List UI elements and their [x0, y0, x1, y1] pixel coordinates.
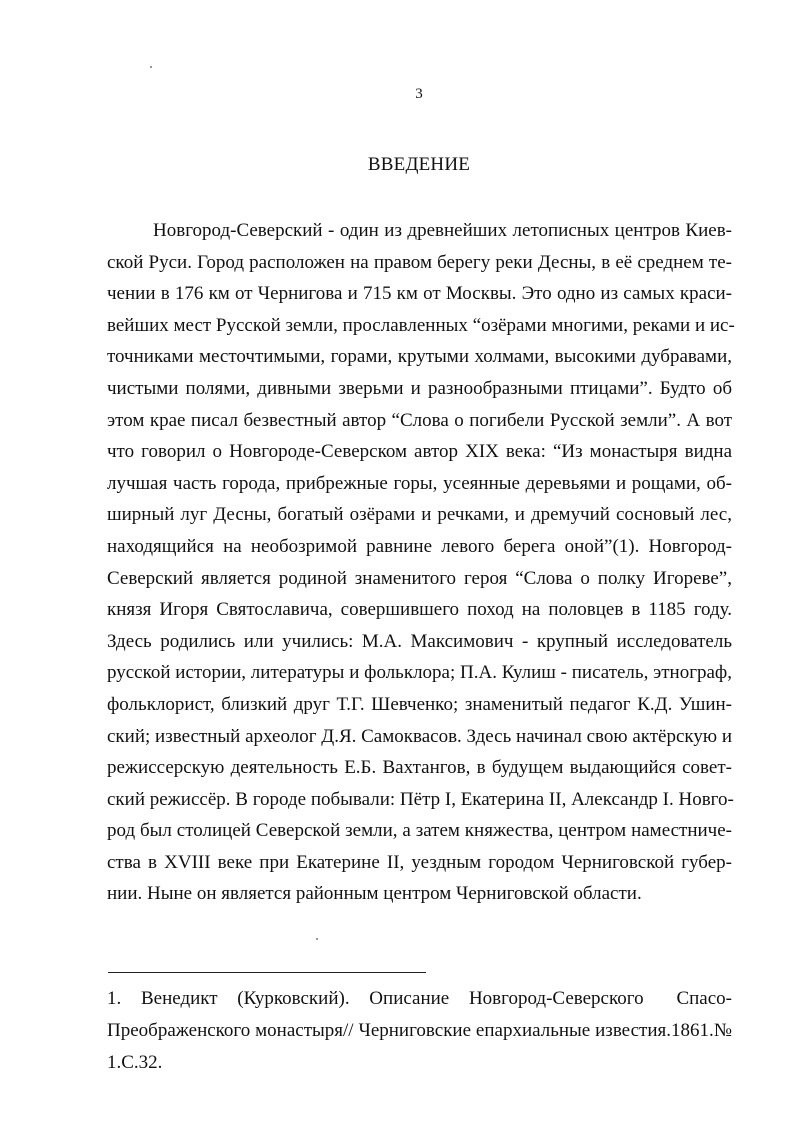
- footnote: [107, 983, 732, 1079]
- footnote-separator: [108, 972, 426, 973]
- text-line: лучшая часть города, прибрежные горы, усеянные деревьями и рощами, об-: [107, 472, 732, 494]
- text-line: точниками месточтимыми, горами, крутыми холмами, высокими дубравами,: [107, 346, 732, 368]
- text-line: чистыми полями, дивными зверьми и разнообразными птицами”. Будто об: [107, 377, 732, 399]
- text-line: режиссерскую деятельность Е.Б. Вахтангов, в будущем выдающийся совет-: [107, 757, 732, 779]
- text-line: чении в 176 км от Чернигова и 715 км от Москвы. Это одно из самых краси-: [107, 283, 732, 305]
- text-line: Северский является родиной знаменитого героя “Слова о полку Игореве”,: [107, 567, 732, 589]
- text-line: русской истории, литературы и фольклора; П.А. Кулиш - писатель, этнограф,: [107, 662, 732, 684]
- text-line: вейших мест Русской земли, прославленных “озёрами многими, реками и ис-: [107, 314, 735, 336]
- text-line: ширный луг Десны, богатый озёрами и речками, и дремучий сосновый лес,: [107, 504, 732, 526]
- text-line: находящийся на необозримой равнине левого берега оной”(1). Новгород-: [107, 535, 732, 557]
- text-line: князя Игоря Святославича, совершившего поход на половцев в 1185 году.: [107, 599, 732, 621]
- text-line: ский; известный археолог Д.Я. Самоквасов. Здесь начинал свою актёрскую и: [107, 725, 732, 747]
- text-line: что говорил о Новгороде-Северском автор XIX века: “Из монастыря видна: [107, 441, 732, 463]
- footnote-line: 1.С.32.: [107, 1052, 163, 1073]
- page-number: 3: [415, 86, 423, 102]
- text-line: ский режиссёр. В городе побывали: Пётр I, Екатерина II, Александр I. Новго-: [107, 788, 734, 810]
- footnote-line: 1. Венедикт (Курковский). Описание Новгород-Северского Спасо-: [107, 988, 732, 1009]
- scan-speck: [150, 66, 152, 68]
- text-line: Новгород-Северский - один из древнейших летописных центров Киев-: [153, 220, 732, 241]
- text-line: фольклорист, близкий друг Т.Г. Шевченко; знаменитый педагог К.Д. Ушин-: [107, 693, 732, 715]
- text-line: этом крае писал безвестный автор “Слова о погибели Русской земли”. А вот: [107, 409, 732, 431]
- footnote-line: Преображенского монастыря// Черниговские епархиальные известия.1861.№: [107, 1020, 732, 1041]
- text-line: нии. Ныне он является районным центром Черниговской области.: [107, 883, 642, 905]
- text-line: род был столицей Северской земли, а затем княжества, центром наместниче-: [107, 820, 732, 842]
- text-line: ской Руси. Город расположен на правом берегу реки Десны, в её среднем те-: [107, 251, 732, 273]
- body-paragraph: [107, 215, 735, 910]
- section-heading: ВВЕДЕНИЕ: [367, 154, 471, 175]
- text-line: Здесь родились или учились: М.А. Максимович - крупный исследователь: [107, 630, 732, 652]
- scan-speck: [316, 938, 318, 940]
- text-line: ства в XVIII веке при Екатерине II, уездным городом Черниговской губер-: [107, 851, 732, 873]
